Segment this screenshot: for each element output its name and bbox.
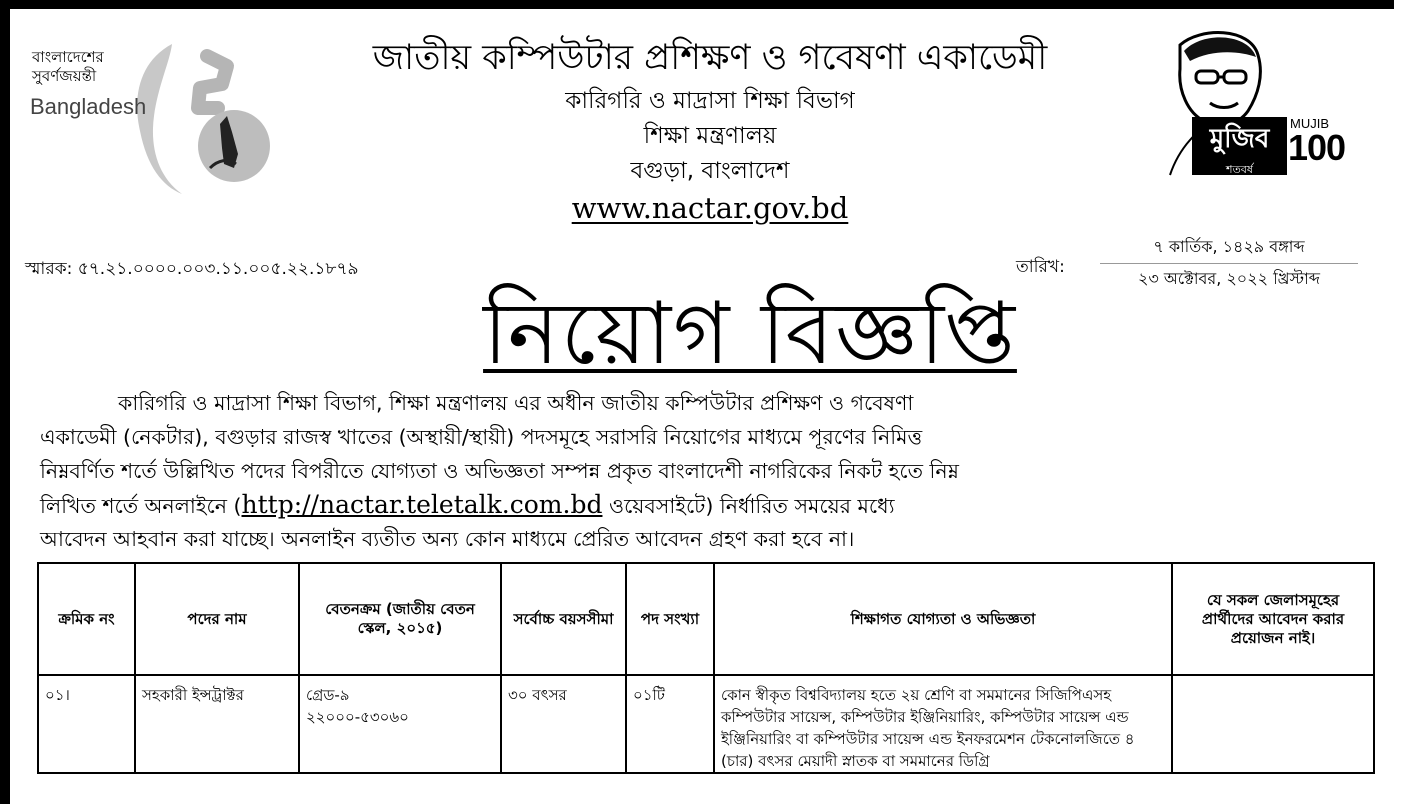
website-link[interactable]: www.nactar.gov.bd [571,191,849,225]
cell-grade: গ্রেড-৯ [306,686,350,704]
cell-scale: ২২০০০-৫৩০৬০ [306,708,409,726]
application-website-link[interactable]: http://nactar.teletalk.com.bd [241,490,603,519]
header-age-limit: সর্বোচ্চ বয়সসীমা [501,563,626,675]
header-post-name: পদের নাম [135,563,299,675]
cell-pay-scale [299,675,501,773]
date-label: তারিখ: [1016,257,1065,277]
paragraph-line-3: নিম্নবর্ণিত শর্তে উল্লিখিত পদের বিপরীতে যোগ্যতা ও অভিজ্ঞতা সম্পন্ন প্রকৃত বাংলাদেশী নাগরিকের নিকট হতে নিম্ন [40,459,959,483]
paragraph-line-1: কারিগরি ও মাদ্রাসা শিক্ষা বিভাগ, শিক্ষা মন্ত্রণালয় এর অধীন জাতীয় কম্পিউটার প্রশিক্ষণ ও গবেষণা [118,391,914,415]
paragraph-line-4 [40,490,895,521]
organization-title: জাতীয় কম্পিউটার প্রশিক্ষণ ও গবেষণা একাডেমী [372,38,1048,78]
header-post-count: পদ সংখ্যা [626,563,714,675]
bangladesh-50-logo [22,36,312,196]
logo-bangla-line-2: সুবর্ণজয়ন্তী [32,67,97,85]
mujib-english-text: MUJIB [1290,116,1329,131]
date-divider [1100,263,1358,264]
date-bangla: ৭ কার্তিক, ১৪২৯ বঙ্গাব্দ [1153,237,1305,256]
header-pay-scale: বেতনক্রম (জাতীয় বেতন স্কেল, ২০১৫) [299,563,501,675]
mujib-100-logo [1140,25,1380,185]
page-border-top [0,0,1394,9]
cell-age-limit: ৩০ বৎসর [501,675,626,773]
mujib-number: 100 [1288,127,1346,168]
paragraph-line-5: আবেদন আহবান করা যাচ্ছে। অনলাইন ব্যতীত অন্য কোন মাধ্যমে প্রেরিত আবেদন গ্রহণ করা হবে না। [40,527,855,551]
location-text: বগুড়া, বাংলাদেশ [630,158,790,184]
paragraph-line-4-start: লিখিত শর্তে অনলাইনে ( [40,494,242,518]
vacancy-table [37,562,1375,774]
date-gregorian: ২৩ অক্টোবর, ২০২২ খ্রিস্টাব্দ [1138,269,1320,288]
header-excluded-districts: যে সকল জেলাসমূহের প্রার্থীদের আবেদন করার প্রয়োজন নাই। [1172,563,1374,675]
cell-qualification: কোন স্বীকৃত বিশ্ববিদ্যালয় হতে ২য় শ্রেণি বা সমমানের সিজিপিএসহ কম্পিউটার সায়েন্স, কম্পিউটার ইঞ্জিনিয়ারিং, কম্পিউটার সায়েন্স এন্ড ইঞ্জিনিয়ারিং বা কম্পিউটার সায়েন্স এন্ড ইনফরমেশন টেকনোলজিতে ৪ (চার) বৎসর মেয়াদী স্নাতক বা সমমানের ডিগ্রি [714,675,1172,773]
header-qualification: শিক্ষাগত যোগ্যতা ও অভিজ্ঞতা [714,563,1172,675]
cell-serial: ০১। [38,675,135,773]
header-serial: ক্রমিক নং [38,563,135,675]
cell-excluded-districts [1172,675,1374,773]
cell-post-name: সহকারী ইন্সট্রাক্টর [135,675,299,773]
mujib-badge-small: শতবর্ষ [1226,163,1253,176]
paragraph-line-2: একাডেমী (নেকটার), বগুড়ার রাজস্ব খাতের (অস্থায়ী/স্থায়ী) পদসমূহে সরাসরি নিয়োগের মাধ্যমে পূরণের নিমিত্ত [40,425,923,449]
memo-number: স্মারক: ৫৭.২১.০০০০.০০৩.১১.০০৫.২২.১৮৭৯ [25,259,359,279]
mujib-badge: মুজিব [1192,117,1287,175]
logo-bangla-line-1: বাংলাদেশের [32,48,104,66]
page-border-left [0,0,10,804]
logo-english-text: Bangladesh [30,94,147,119]
ministry-name: শিক্ষা মন্ত্রণালয় [643,123,777,149]
notice-title: নিয়োগ বিজ্ঞপ্তি [483,284,1017,384]
paragraph-line-4-end: ওয়েবসাইটে) নির্ধারিত সময়ের মধ্যে [602,494,895,518]
cell-post-count: ০১টি [626,675,714,773]
table-row [38,675,1374,773]
division-name: কারিগরি ও মাদ্রাসা শিক্ষা বিভাগ [565,88,855,114]
table-header-row [38,563,1374,675]
